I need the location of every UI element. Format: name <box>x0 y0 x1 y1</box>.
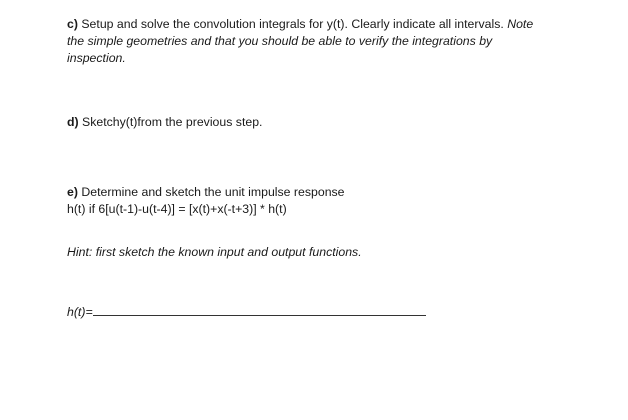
question-c <box>67 16 612 67</box>
question-e-text: Determine and sketch the unit impulse response <box>81 185 345 199</box>
question-d-text: Sketchy(t)from the previous step. <box>82 115 263 129</box>
question-c-note: Note <box>507 17 534 31</box>
question-c-line-2: the simple geometries and that you should be able to verify the integrations by <box>67 34 493 48</box>
question-e-equation: h(t) if 6[u(t-1)-u(t-4)] = [x(t)+x(-t+3)] * h(t) <box>67 202 287 216</box>
question-d-line <box>67 114 612 131</box>
question-e-line-1 <box>67 184 612 201</box>
hint-text: Hint: first sketch the known input and output functions. <box>67 245 362 259</box>
answer-label: h(t)= <box>67 305 93 319</box>
question-e <box>67 184 612 218</box>
question-e-label: e) <box>67 185 78 199</box>
answer-blank-line[interactable] <box>93 303 426 316</box>
answer-field[interactable] <box>67 303 447 321</box>
question-c-line-1 <box>67 16 612 33</box>
question-c-line-3: inspection. <box>67 51 126 65</box>
question-c-label: c) <box>67 17 78 31</box>
question-c-text: Setup and solve the convolution integrals for y(t). Clearly indicate all intervals. <box>81 17 504 31</box>
question-d <box>67 114 612 131</box>
question-d-label: d) <box>67 115 79 129</box>
